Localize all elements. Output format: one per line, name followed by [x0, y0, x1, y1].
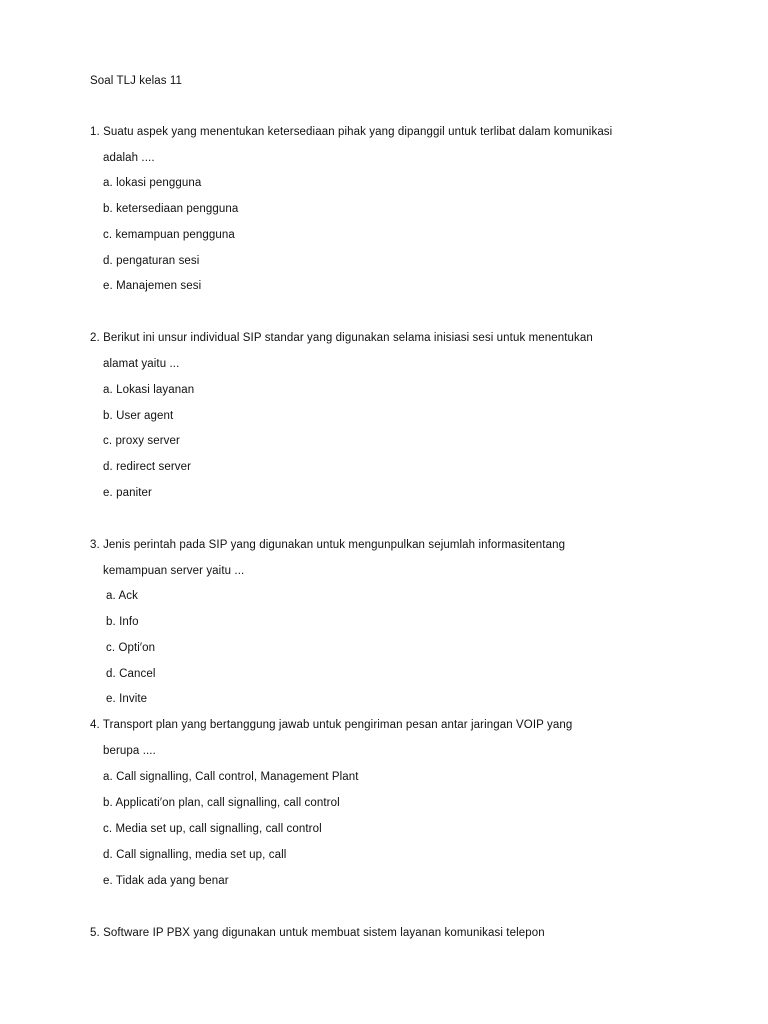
- question-1-option-b: b. ketersediaan pengguna: [103, 203, 239, 215]
- question-1-option-e: e. Manajemen sesi: [103, 280, 202, 292]
- question-2-text-cont: alamat yaitu ...: [103, 358, 180, 370]
- question-3-option-a: a. Ack: [106, 590, 138, 602]
- question-1-option-c: c. kemampuan pengguna: [103, 229, 235, 241]
- question-3-option-c: c. Opti′on: [106, 642, 156, 654]
- question-5-text: 5. Software IP PBX yang digunakan untuk membuat sistem layanan komunikasi telepon: [90, 927, 545, 939]
- question-4-text-cont: berupa ....: [103, 745, 156, 757]
- question-1-option-d: d. pengaturan sesi: [103, 255, 200, 267]
- question-4-option-c: c. Media set up, call signalling, call control: [103, 823, 322, 835]
- question-3-option-d: d. Cancel: [106, 668, 156, 680]
- question-4-text: 4. Transport plan yang bertanggung jawab untuk pengiriman pesan antar jaringan VOIP yang: [90, 719, 573, 731]
- question-2-option-e: e. paniter: [103, 487, 152, 499]
- question-4-option-e: e. Tidak ada yang benar: [103, 875, 229, 887]
- question-1-option-a: a. lokasi pengguna: [103, 177, 202, 189]
- question-2-option-a: a. Lokasi layanan: [103, 384, 195, 396]
- question-4-option-d: d. Call signalling, media set up, call: [103, 849, 287, 861]
- question-2-option-d: d. redirect server: [103, 461, 192, 473]
- question-2-option-b: b. User agent: [103, 410, 174, 422]
- question-1-text-cont: adalah ....: [103, 152, 155, 164]
- question-3-option-e: e. Invite: [106, 693, 148, 705]
- question-4-option-b: b. Applicati′on plan, call signalling, call control: [103, 797, 340, 809]
- question-4-option-a: a. Call signalling, Call control, Management Plant: [103, 771, 359, 783]
- question-2-text: 2. Berikut ini unsur individual SIP standar yang digunakan selama inisiasi sesi untuk menentukan: [90, 332, 593, 344]
- question-1-text: 1. Suatu aspek yang menentukan ketersediaan pihak yang dipanggil untuk terlibat dalam komunikasi: [90, 126, 613, 138]
- document-title: Soal TLJ kelas 11: [90, 75, 183, 87]
- question-2-option-c: c. proxy server: [103, 435, 180, 447]
- question-3-text: 3. Jenis perintah pada SIP yang digunakan untuk mengunpulkan sejumlah informasitentang: [90, 539, 566, 551]
- question-3-text-cont: kemampuan server yaitu ...: [103, 565, 245, 577]
- question-3-option-b: b. Info: [106, 616, 139, 628]
